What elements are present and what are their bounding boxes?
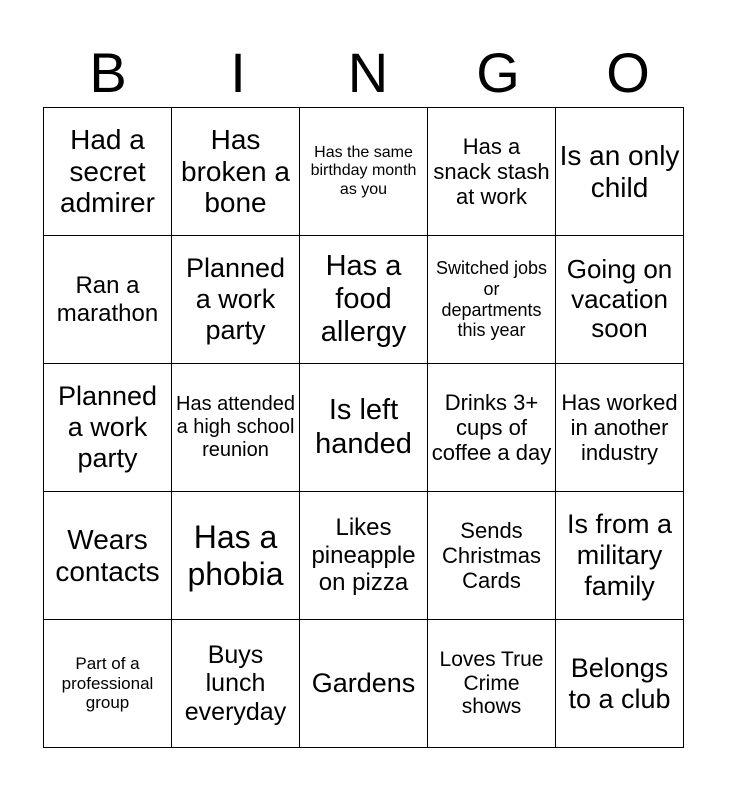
bingo-cell[interactable]: Has broken a bone: [172, 108, 300, 236]
bingo-cell[interactable]: Planned a work party: [172, 236, 300, 364]
bingo-cell[interactable]: Gardens: [300, 620, 428, 748]
header-letter-g: G: [476, 41, 520, 104]
bingo-cell[interactable]: Is an only child: [556, 108, 684, 236]
bingo-cell[interactable]: Has a snack stash at work: [428, 108, 556, 236]
bingo-header: [43, 38, 693, 108]
bingo-cell[interactable]: Has a phobia: [172, 492, 300, 620]
bingo-grid: [43, 107, 684, 748]
bingo-cell[interactable]: Ran a marathon: [44, 236, 172, 364]
bingo-cell[interactable]: Had a secret admirer: [44, 108, 172, 236]
grid-row-1: [44, 108, 684, 236]
bingo-cell[interactable]: Loves True Crime shows: [428, 620, 556, 748]
bingo-cell[interactable]: Planned a work party: [44, 364, 172, 492]
header-letter-i: I: [230, 41, 246, 104]
bingo-cell[interactable]: Has the same birthday month as you: [300, 108, 428, 236]
bingo-cell[interactable]: Has attended a high school reunion: [172, 364, 300, 492]
header-letter-b: B: [89, 41, 127, 104]
bingo-cell[interactable]: Buys lunch everyday: [172, 620, 300, 748]
grid-row-3: [44, 364, 684, 492]
bingo-cell[interactable]: Likes pineapple on pizza: [300, 492, 428, 620]
bingo-cell[interactable]: Switched jobs or departments this year: [428, 236, 556, 364]
bingo-cell[interactable]: Wears contacts: [44, 492, 172, 620]
bingo-cell[interactable]: Sends Christmas Cards: [428, 492, 556, 620]
bingo-cell[interactable]: Going on vacation soon: [556, 236, 684, 364]
bingo-cell[interactable]: Is left handed: [300, 364, 428, 492]
grid-row-4: [44, 492, 684, 620]
bingo-cell[interactable]: Belongs to a club: [556, 620, 684, 748]
header-letter-n: N: [347, 41, 389, 104]
grid-row-2: [44, 236, 684, 364]
bingo-cell[interactable]: Is from a military family: [556, 492, 684, 620]
bingo-cell[interactable]: Drinks 3+ cups of coffee a day: [428, 364, 556, 492]
bingo-cell[interactable]: Has a food allergy: [300, 236, 428, 364]
bingo-cell[interactable]: Has worked in another industry: [556, 364, 684, 492]
bingo-cell[interactable]: Part of a professional group: [44, 620, 172, 748]
header-letter-o: O: [606, 41, 650, 104]
grid-row-5: [44, 620, 684, 748]
